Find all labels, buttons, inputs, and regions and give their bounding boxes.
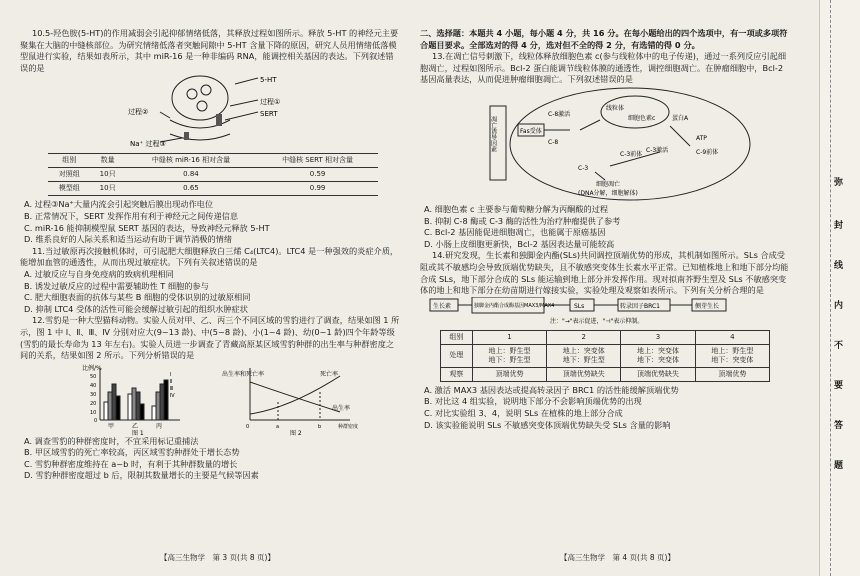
q14-option-b: B. 对比这 4 组实验，说明地下部分不会影响顶端优势的出现 [424,396,642,407]
seal-char: 题 [834,461,844,471]
label-c8a: C-8激活 [548,110,571,118]
label-c8: C-8 [548,138,559,146]
q12-charts [20,362,400,436]
q14-option-a: A. 激活 MAX3 基因表达或提高转录因子 BRC1 的活性能缓解顶端优势 [424,384,679,395]
q10-table [48,153,378,196]
fig2-xtick: a [276,423,280,430]
fig1-cat: 丙 [156,422,163,430]
fig1-ytick: 0 [94,417,98,424]
q11-option-a: A. 过敏反应与自身免疫病的致病机理相同 [24,268,174,279]
label-atp: ATP [696,134,707,142]
cell: 地上：野生型 地下：突变体 [695,344,769,367]
flow-node: 生长素 [433,302,452,310]
left-footer: 【高三生物学 第 3 页(共 8 页)】 [160,553,275,562]
cell: 1 [472,330,546,344]
label-fas: Fas受体 [520,127,542,135]
seal-char: 内 [834,301,844,311]
fig1-cat: 甲 [108,422,115,430]
q11-option-b: B. 诱发过敏反应的过程中需要辅助性 T 细胞的参与 [24,280,209,291]
bar [140,404,144,420]
label-mito: 线粒体 [606,104,625,112]
cell: 地上：突变体 地下：野生型 [547,344,621,367]
fig1-legend: Ⅰ [170,371,172,378]
label-cytc: 细胞色素c [628,114,656,122]
bar [116,396,120,420]
bar [156,392,160,420]
q12-option-b: B. 甲区域雪豹的死亡率较高，丙区域雪豹种群处于增长态势 [24,447,240,458]
cell: 对照组 [48,168,90,182]
q14-table [440,330,770,382]
cell: 地上：突变体 地下：突变体 [621,344,695,367]
q10-option-a: A. 过程③Na⁺大量内流会引起突触后膜出现动作电位 [24,199,214,210]
fig2-death: 死亡率 [320,370,339,378]
synapse-figure [20,74,400,150]
right-column [420,28,790,431]
bar [112,384,116,420]
label-death: 细胞凋亡 [596,180,621,188]
apoptosis-figure [420,86,790,204]
bar [164,380,168,420]
cell: 4 [695,330,769,344]
cell: 0.84 [125,168,257,182]
fig1-ytick: 50 [90,373,97,380]
fig1-ytick: 40 [90,382,97,389]
q12-option-c: C. 雪豹种群密度维持在 a~b 时，有利于其种群数量的增长 [24,458,238,469]
q14-option-d: D. 该实验能说明 SLs 不敏感突变体顶端优势缺失受 SLs 含量的影响 [424,419,671,430]
label-c9: C-9前体 [696,148,719,156]
cell: 0.99 [257,182,378,196]
section-header: 二、选择题：本题共 4 小题，每小题 4 分，共 16 分。在每小题给出的四个选项中，有一项或多项符合题目要求。全部选对的得 4 分，选对但不全的得 2 分，有选错的得 0 分。 [420,28,788,50]
flow-node: 转录因子BRC1 [620,302,660,310]
fig2-xlabel: 种群密度 [338,423,359,430]
q10-option-b: B. 正常情况下，SERT 发挥作用有利于神经元之间传递信息 [24,210,239,221]
q10-th: 中缝核 miR-16 相对含量 [125,154,257,168]
bar [132,388,136,420]
q13-option-a: A. 细胞色素 c 主要参与葡萄糖分解为丙酮酸的过程 [424,203,609,214]
label-na: Na⁺ 过程③ [130,140,166,149]
synapse-diagram [20,74,400,150]
seal-char: 封 [834,221,844,231]
label-sert: SERT [260,110,278,119]
label-p1: 过程① [260,98,281,107]
q12-stem: 12.雪豹是一种大型猫科动物。实验人员对甲、乙、丙三个不同区域的雪豹进行了调查，结果如图 1 所示，图 1 中 Ⅰ、Ⅱ、Ⅲ、Ⅳ 分别对应大(9~13 龄)、中(5~8 龄)、小(1~4 龄)、幼(0~1 龄)四个年龄等级(雪豹的最长寿命为 13 年左右)。实验人员进一步调查了青藏高原某区域雪豹种群的出生率与种群密度之间的关系，结果如图 2 所示。下列分析错误的是 [20,315,400,361]
q12-option-d: D. 雪豹种群密度超过 b 后，限制其数量增长的主要是气候等因素 [24,470,259,481]
fig2-caption: 图 2 [290,429,302,436]
cell: 10只 [90,168,124,182]
q14-stem: 14.研究发现，生长素和独脚金内酯(SLs)共同调控顶端优势的形成，其机制如图所示。SLs 合成受阻或其不敏感均会导致顶端优势缺失，且不敏感突变体生长素水平正常。已知植株地上和地下部分均能合成 SLs，地下部分合成的 SLs 能运输到地上部分并发挥作用。现对拟南芥野生型及 SLs 不敏感突变体的地上和地下部分在幼苗期进行嫁接实验，实验处理及观察如表所示。下列有关分析合理的是 [420,250,789,296]
bar [136,392,140,420]
bar [108,392,112,420]
flow-note: 注："→"表示促进，"⊣"表示抑制。 [550,317,644,325]
right-footer: 【高三生物学 第 4 页(共 8 页)】 [560,553,675,562]
seal-char: 弥 [834,178,844,188]
flow-node: 侧芽生长 [695,302,720,310]
fig2-xtick: 0 [246,423,250,430]
cell: 顶端优势缺失 [621,367,695,381]
flow-figure [420,297,790,327]
fig2-birth: 出生率 [332,404,351,412]
table-row [48,182,378,196]
cell: 地上：野生型 地下：野生型 [472,344,546,367]
fig1-ytick: 30 [90,391,97,398]
q12-figures [20,362,400,436]
label-apaf: 蛋白A [672,114,689,122]
cell: 模型组 [48,182,90,196]
q10-th: 组别 [48,154,90,168]
label-c3p: C-3前体 [620,150,643,158]
cell: 顶端优势 [695,367,769,381]
bar [128,394,132,420]
q13-option-b: B. 抑制 C-8 酶或 C-3 酶的活性为治疗肿瘤提供了参考 [424,215,621,226]
fig1-ytick: 20 [90,400,97,407]
bar [104,402,108,420]
fig1-cat: 乙 [132,422,139,430]
q10-stem: 10.5-羟色胺(5-HT)的作用减弱会引起抑郁情绪低落，其释放过程如图所示。释放 5-HT 的神经元主要聚集在大脑的中缝核部位。为研究情绪低落者突触间隙中 5-HT 含量下降的原因，研究人员用情绪低落模型鼠进行实验，结果如表所示，其中 miR-16 是一种非编码 RNA，能调控相关基因的表达。下列叙述错误的是 [20,28,399,73]
q10-option-d: D. 维系良好的人际关系和适当运动有助于调节消极的情绪 [24,234,233,245]
label-signal: 凋亡诱导因素 [489,115,497,152]
cell: 观察 [441,367,473,381]
bar [152,406,156,420]
cell: 2 [547,330,621,344]
bar [160,384,164,420]
label-c3: C-3 [578,164,589,172]
fig1-ylabel: 比例/% [82,364,102,372]
flow-diagram [420,297,790,327]
cell: 处理 [441,344,473,367]
q11-option-c: C. 肥大细胞表面的抗体与某些 B 细胞的受体识别的过敏原相同 [24,292,251,303]
q13-stem: 13.在凋亡信号刺激下，线粒体释放细胞色素 c(参与线粒体中的电子传递)，通过一系列反应引起细胞凋亡，过程如图所示。Bcl-2 蛋白能调节线粒体膜的通透性，调控细胞凋亡。在肿瘤细胞中，Bcl-2 基因高量表达，从而促进肿瘤细胞凋亡。下列叙述错误的是 [420,51,787,85]
cell: 顶端优势 [472,367,546,381]
label-c3a: C-3激活 [646,146,669,154]
cell: 0.59 [257,168,378,182]
flow-node: SLs [574,302,585,310]
seal-char: 不 [834,341,844,351]
q10-th: 中缝核 SERT 相对含量 [257,154,378,168]
q11-option-d: D. 抑制 LTC4 受体的活性可能会缓解过敏引起的组织水肿症状 [24,303,248,314]
cell: 组别 [441,330,473,344]
q10-option-c: C. miR-16 能抑制模型鼠 SERT 基因的表达，导致神经元释放 5-HT [24,222,270,233]
fig1-ytick: 10 [90,409,97,416]
table-row [441,344,770,367]
flow-node: 独脚金内酯合成酶基因MAX3/MAX4 [474,302,555,309]
label-5ht: 5-HT [260,76,277,85]
q10-th: 数量 [90,154,124,168]
q13-option-c: C. Bcl-2 基因能促进细胞凋亡，也能属于原癌基因 [424,227,606,238]
q11-stem: 11.当过敏原再次接触机体时，可引起肥大细胞释放白三烯 C₄(LTC4)。LTC4 是一种强效的炎症介质，能增加血管的通透性，从而出现过敏症状。下列有关叙述错误的是 [20,245,399,268]
cell: 顶端优势缺失 [547,367,621,381]
table-row [48,168,378,182]
left-column [20,28,400,482]
fig2-xtick: b [318,423,322,430]
fig1-legend: Ⅱ [170,378,173,385]
seal-char: 线 [834,261,844,271]
table-row [441,367,770,381]
seal-char: 答 [834,421,844,431]
fig1-caption: 图 1 [132,429,144,436]
apoptosis-diagram [420,86,790,204]
label-death2: (DNA分解，细胞解体) [578,189,638,197]
cell: 3 [621,330,695,344]
binding-margin [819,0,860,576]
q13-option-d: D. 小肠上皮细胞更新快，Bcl-2 基因表达量可能较高 [424,238,615,249]
label-p2: 过程② [128,108,149,117]
fig1-legend: Ⅲ [170,385,174,392]
fig1-legend: Ⅳ [170,392,175,399]
seal-char: 要 [834,381,844,391]
q14-option-c: C. 对比实验组 3、4，说明 SLs 在植株的地上部分合成 [424,407,623,418]
q12-option-a: A. 调查雪豹的种群密度时，不宜采用标记重捕法 [24,435,199,446]
cell: 0.65 [125,182,257,196]
cell: 10只 [90,182,124,196]
fig2-ylabel: 出生率和死亡率 [222,370,265,378]
